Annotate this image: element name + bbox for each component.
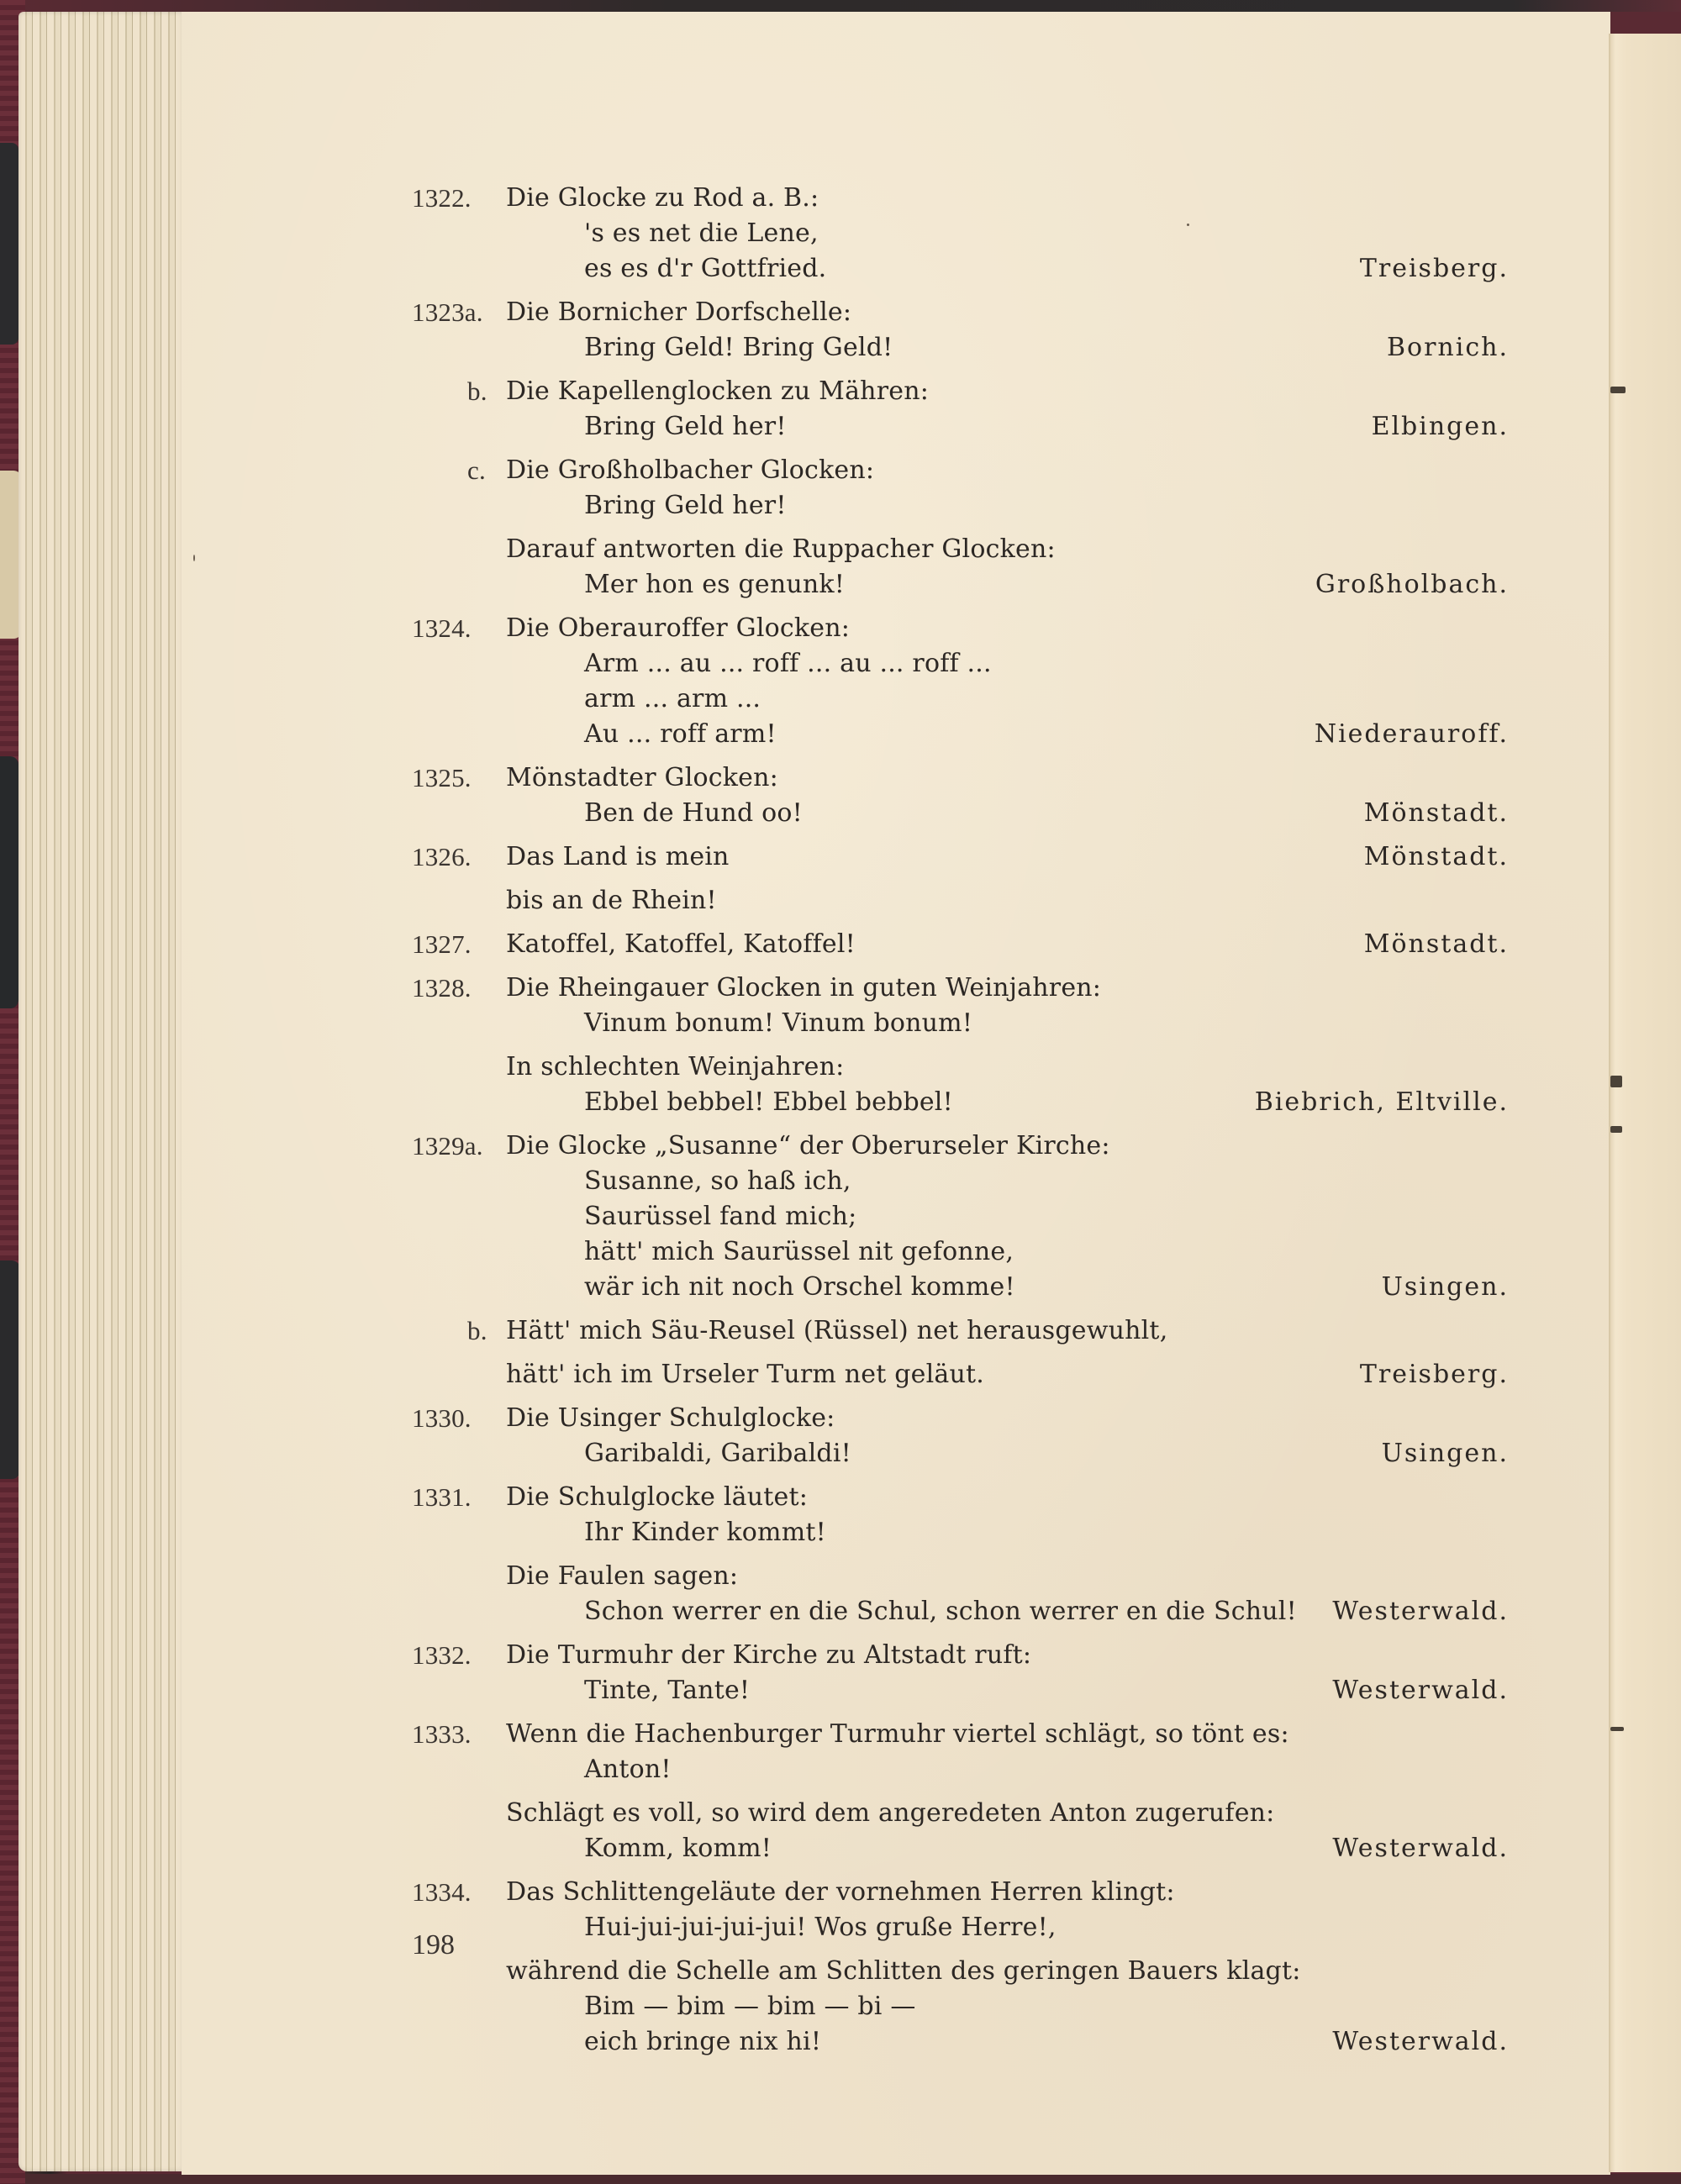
- entry-text: Mönstadter Glocken:: [506, 763, 778, 792]
- place-name: Usingen.: [1381, 1272, 1509, 1302]
- page-number: 198: [412, 1929, 455, 1960]
- entry-line: [412, 1559, 1509, 1594]
- place-name: Biebrich, Eltville.: [1254, 1087, 1509, 1117]
- entry-first-line: [412, 181, 1509, 216]
- place-name: Westerwald.: [1332, 1834, 1509, 1863]
- verse-text: Garibaldi, Garibaldi!: [584, 1439, 851, 1468]
- page-stack-edge: [18, 12, 183, 2171]
- entry-line: [412, 1796, 1509, 1831]
- place-name: Niederauroff.: [1314, 719, 1509, 749]
- verse-text: Ebbel bebbel! Ebbel bebbel!: [584, 1087, 953, 1117]
- page-tab-mark: [1610, 1727, 1624, 1731]
- verse-text: arm ... arm ...: [584, 684, 761, 713]
- place-name: Westerwald.: [1332, 1676, 1509, 1705]
- entry-line: [412, 796, 1509, 831]
- entry-first-line: [412, 1129, 1509, 1164]
- entry-text: Die Usinger Schulglocke:: [506, 1403, 835, 1433]
- entry-line: [412, 1234, 1509, 1270]
- place-name: Mönstadt.: [1363, 798, 1509, 828]
- verse-text: es es d'r Gottfried.: [584, 254, 827, 283]
- entry-line: [412, 1752, 1509, 1787]
- entry-first-line: [412, 1313, 1509, 1349]
- marbled-cover-patch: [0, 756, 18, 1008]
- entry-text: Die Faulen sagen:: [506, 1561, 739, 1591]
- entry-first-line: [412, 971, 1509, 1006]
- entry-text: während die Schelle am Schlitten des geringen Bauers klagt:: [506, 1956, 1301, 1986]
- entry-line: [412, 646, 1509, 682]
- entry-line: [412, 216, 1509, 251]
- place-name: Westerwald.: [1332, 1597, 1509, 1626]
- entry-text: Die Glocke zu Rod a. B.:: [506, 183, 819, 213]
- entry-text: Das Schlittengeläute der vornehmen Herren klingt:: [506, 1877, 1175, 1907]
- place-name: Usingen.: [1381, 1439, 1509, 1468]
- entry-text: Die Kapellenglocken zu Mähren:: [506, 376, 930, 406]
- place-name: Mönstadt.: [1363, 842, 1509, 871]
- entry-line: [412, 1006, 1509, 1041]
- entry-line: [412, 567, 1509, 603]
- entry-line: [412, 682, 1509, 717]
- verse-text: eich bringe nix hi!: [584, 2027, 822, 2056]
- entry-text: Die Bornicher Dorfschelle:: [506, 297, 852, 327]
- verse-text: Bring Geld! Bring Geld!: [584, 333, 893, 362]
- verse-text: Arm ... au ... roff ... au ... roff ...: [584, 649, 992, 678]
- entry-number: 1328.: [412, 973, 472, 1003]
- entry-line: [412, 330, 1509, 366]
- entry-text: Das Land is mein: [506, 842, 730, 871]
- entry-number: 1333.: [412, 1719, 472, 1749]
- entry-text: Katoffel, Katoffel, Katoffel!: [506, 929, 856, 959]
- entry-line: [412, 1910, 1509, 1945]
- entry-text: Die Glocke „Susanne“ der Oberurseler Kirche:: [506, 1131, 1110, 1160]
- entry-text: Wenn die Hachenburger Turmuhr viertel schlägt, so tönt es:: [506, 1719, 1289, 1749]
- verse-text: Vinum bonum! Vinum bonum!: [584, 1008, 973, 1038]
- place-name: Elbingen.: [1371, 412, 1509, 441]
- verse-text: hätt' mich Saurüssel nit gefonne,: [584, 1237, 1014, 1266]
- entry-text: hätt' ich im Urseler Turm net geläut.: [506, 1360, 985, 1389]
- entry-line: [412, 1085, 1509, 1120]
- entry-text: In schlechten Weinjahren:: [506, 1052, 845, 1081]
- place-name: Treisberg.: [1359, 1360, 1509, 1389]
- verse-text: Hui-jui-jui-jui-jui! Wos gruße Herre!,: [584, 1913, 1057, 1942]
- entry-line: [412, 1436, 1509, 1471]
- place-name: Großholbach.: [1315, 570, 1509, 599]
- entry-line: [412, 1270, 1509, 1305]
- verse-text: Mer hon es genunk!: [584, 570, 846, 599]
- entry-number: b.: [467, 1316, 487, 1345]
- entry-first-line: [412, 760, 1509, 796]
- verse-text: Tinte, Tante!: [584, 1676, 751, 1705]
- entry-first-line: [412, 453, 1509, 488]
- entry-line: [412, 717, 1509, 752]
- page-text: [412, 172, 1509, 2060]
- entry-number: b.: [467, 376, 487, 406]
- book-cover-top: [0, 0, 1681, 12]
- entry-line: [412, 1831, 1509, 1866]
- place-name: Mönstadt.: [1363, 929, 1509, 959]
- verse-text: Bring Geld her!: [584, 412, 787, 441]
- verse-text: Anton!: [584, 1755, 672, 1784]
- entry-number: c.: [467, 455, 486, 485]
- verse-text: Ihr Kinder kommt!: [584, 1518, 826, 1547]
- page-tab-mark: [1610, 387, 1626, 393]
- entry-first-line: [412, 611, 1509, 646]
- entry-line: [412, 1954, 1509, 1989]
- entry-number: 1323a.: [412, 297, 483, 327]
- entry-line: [412, 883, 1509, 918]
- verse-text: wär ich nit noch Orschel komme!: [584, 1272, 1015, 1302]
- verse-text: 's es net die Lene,: [584, 218, 819, 248]
- entry-first-line: [412, 1480, 1509, 1515]
- entry-first-line: [412, 839, 1509, 875]
- entry-text: Die Schulglocke läutet:: [506, 1482, 809, 1512]
- verse-text: Bim — bim — bim — bi —: [584, 1992, 916, 2021]
- entry-text: Darauf antworten die Ruppacher Glocken:: [506, 534, 1056, 564]
- entry-text: Die Großholbacher Glocken:: [506, 455, 875, 485]
- entry-text: Die Turmuhr der Kirche zu Altstadt ruft:: [506, 1640, 1032, 1670]
- verse-text: Schon werrer en die Schul, schon werrer en die Schul!: [584, 1597, 1297, 1626]
- entry-number: 1334.: [412, 1877, 472, 1907]
- marbled-cover-patch: [0, 143, 18, 345]
- verse-text: Saurüssel fand mich;: [584, 1202, 857, 1231]
- marbled-cover-patch: [0, 1260, 20, 1479]
- entry-text: bis an de Rhein!: [506, 886, 717, 915]
- entry-first-line: [412, 1401, 1509, 1436]
- entry-text: Hätt' mich Säu-Reusel (Rüssel) net herausgewuhlt,: [506, 1316, 1168, 1345]
- entry-first-line: [412, 1717, 1509, 1752]
- entry-number: 1327.: [412, 929, 472, 959]
- entry-first-line: [412, 295, 1509, 330]
- entry-line: [412, 1594, 1509, 1629]
- entry-line: [412, 532, 1509, 567]
- entry-first-line: [412, 927, 1509, 962]
- entry-number: 1326.: [412, 842, 472, 871]
- verse-text: Au ... roff arm!: [584, 719, 777, 749]
- place-name: Treisberg.: [1359, 254, 1509, 283]
- entry-number: 1322.: [412, 183, 472, 213]
- entry-line: [412, 1989, 1509, 2024]
- entry-first-line: [412, 374, 1509, 409]
- entry-number: 1330.: [412, 1403, 472, 1433]
- entry-line: [412, 409, 1509, 445]
- verse-text: Ben de Hund oo!: [584, 798, 803, 828]
- entry-line: [412, 251, 1509, 287]
- entry-number: 1329a.: [412, 1131, 483, 1160]
- entry-first-line: [412, 1875, 1509, 1910]
- verse-text: Bring Geld her!: [584, 491, 787, 520]
- entry-line: [412, 1199, 1509, 1234]
- facing-page-edge: [1609, 34, 1681, 2172]
- place-name: Westerwald.: [1332, 2027, 1509, 2056]
- entry-number: 1332.: [412, 1640, 472, 1670]
- entry-line: [412, 1673, 1509, 1708]
- entry-line: [412, 1357, 1509, 1392]
- entry-line: [412, 488, 1509, 524]
- place-name: Bornich.: [1386, 333, 1509, 362]
- paper-speck: [193, 555, 195, 561]
- entry-line: [412, 1050, 1509, 1085]
- entry-first-line: [412, 1638, 1509, 1673]
- entry-number: 1325.: [412, 763, 472, 792]
- book-cover-bottom: [0, 2174, 1681, 2184]
- entry-number: 1324.: [412, 613, 472, 643]
- page-tab-mark: [1610, 1076, 1622, 1087]
- verse-text: Komm, komm!: [584, 1834, 772, 1863]
- entry-text: Die Rheingauer Glocken in guten Weinjahren:: [506, 973, 1102, 1003]
- entry-line: [412, 1515, 1509, 1550]
- entry-number: 1331.: [412, 1482, 472, 1512]
- verse-text: Susanne, so haß ich,: [584, 1166, 851, 1196]
- entry-line: [412, 1164, 1509, 1199]
- entry-line: [412, 2024, 1509, 2060]
- page-tab-mark: [1610, 1126, 1622, 1133]
- entry-text: Schlägt es voll, so wird dem angeredeten Anton zugerufen:: [506, 1798, 1275, 1828]
- entry-text: Die Oberauroffer Glocken:: [506, 613, 851, 643]
